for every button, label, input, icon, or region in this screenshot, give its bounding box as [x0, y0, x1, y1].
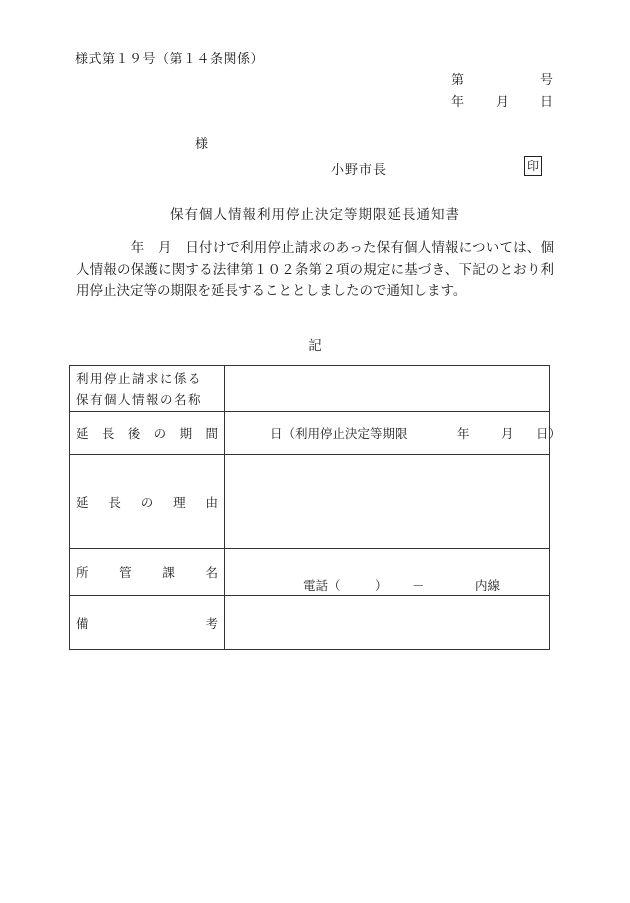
- doc-number-dai: 第: [451, 73, 465, 88]
- label-info-name-line2: 保有個人情報の名称: [76, 391, 203, 407]
- label-char: 期: [179, 426, 193, 441]
- label-char: 後: [127, 426, 141, 441]
- label-char: 備: [76, 615, 89, 631]
- form-number: 様式第１９号（第１４条関係）: [75, 52, 265, 67]
- label-char: 間: [205, 426, 218, 441]
- table-row-department: [70, 549, 550, 596]
- label-char: 課: [162, 565, 175, 580]
- label-char: 名: [205, 565, 218, 580]
- period-year: 年: [457, 426, 470, 441]
- extension-label: 内線: [475, 578, 501, 593]
- label-char: 管: [119, 565, 132, 580]
- label-char: 延: [76, 426, 89, 441]
- label-char: 所: [76, 565, 89, 580]
- phone-label: 電話（: [303, 578, 341, 593]
- date-day: 日: [540, 95, 554, 110]
- label-char: の: [140, 494, 154, 510]
- table-row-name: [70, 366, 550, 412]
- label-char: 延: [76, 494, 89, 510]
- body-paragraph: 年 月 日付けで利用停止請求のあった保有個人情報については、個人情報の保護に関する法律第１０２条第２項の規定に基づき、下記のとおり利用停止決定等の期限を延長することとしましたので通知します。: [76, 240, 554, 299]
- table-row-period: [70, 412, 550, 455]
- period-month: 月: [501, 426, 514, 441]
- label-char: 長: [108, 494, 121, 510]
- value-department[interactable]: [225, 549, 550, 596]
- date-year: 年: [451, 95, 465, 110]
- table-row-reason: [70, 455, 550, 549]
- issuer-name: 小野市長: [331, 163, 388, 178]
- addressee-honorific: 様: [195, 137, 209, 152]
- label-char: 長: [101, 426, 115, 441]
- label-char: 理: [173, 494, 186, 510]
- label-remarks: [70, 596, 225, 650]
- value-extended-period[interactable]: [225, 412, 562, 455]
- value-info-name[interactable]: [225, 366, 550, 412]
- details-table: [69, 365, 562, 650]
- label-info-name: [70, 366, 225, 412]
- period-day-close: 日）: [536, 426, 562, 441]
- document-title: 保有個人情報利用停止決定等期限延長通知書: [170, 207, 460, 223]
- table-row-remarks: [70, 596, 550, 650]
- label-info-name-line1: 利用停止請求に係る: [76, 370, 203, 386]
- doc-number-go: 号: [540, 73, 554, 88]
- value-remarks[interactable]: [225, 596, 550, 650]
- ki-heading: 記: [308, 338, 322, 354]
- value-extension-reason[interactable]: [225, 455, 550, 549]
- label-char: の: [153, 426, 167, 441]
- label-extended-period: [70, 412, 225, 455]
- label-char: 考: [205, 615, 218, 631]
- label-char: 由: [205, 494, 218, 510]
- period-day-deadline: 日（利用停止決定等期限: [270, 426, 408, 441]
- label-department: [70, 549, 225, 596]
- phone-paren-close: ）: [375, 578, 388, 593]
- date-month: 月: [496, 95, 510, 110]
- label-extension-reason: [70, 455, 225, 549]
- seal-mark: 印: [524, 156, 542, 176]
- phone-dash: －: [412, 578, 425, 593]
